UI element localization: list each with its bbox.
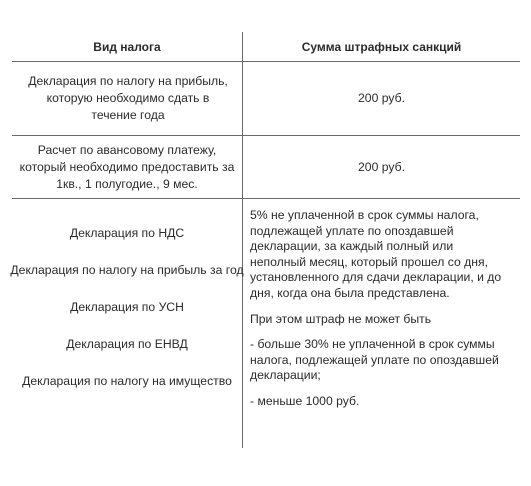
tax-type-vat: Декларация по НДС xyxy=(69,225,185,240)
penalty-paragraph-1: 5% не уплаченной в срок суммы налога, подлежащей уплате по опоздавшей декларации, за каждый полный или неполный месяц, который прошел со дня, установленного для сдачи декларации, и до дня, когда она была представлена. xyxy=(250,208,502,300)
penalty-paragraph-2: При этом штраф не может быть xyxy=(250,311,432,326)
penalty-paragraph-4: - меньше 1000 руб. xyxy=(250,393,360,408)
row-3-tax-types xyxy=(10,225,244,388)
tax-type-envd: Декларация по ЕНВД xyxy=(66,336,188,351)
header-tax-type: Вид налога xyxy=(93,40,161,54)
header-penalty: Сумма штрафных санкций xyxy=(301,40,462,54)
row-divider-2 xyxy=(12,198,520,199)
tax-type-usn: Декларация по УСН xyxy=(70,299,184,314)
row-3-penalty xyxy=(250,208,512,420)
row-2-penalty: 200 руб. xyxy=(358,159,405,174)
row-1-penalty: 200 руб. xyxy=(358,91,405,105)
row-1-tax-type: Декларация по налогу на прибыль, которую необходимо сдать в течение года xyxy=(28,74,228,122)
penalty-paragraph-3: - больше 30% не уплаченной в срок суммы налога, подлежащей уплате по опоздавшей декларации; xyxy=(250,337,499,383)
tax-type-property: Декларация по налогу на имущество xyxy=(22,373,232,388)
tax-type-profit-annual: Декларация по налогу на прибыль за год xyxy=(10,262,244,277)
row-2-tax-type: Расчет по авансовому платежу, который необходимо предоставить за 1кв., 1 полугодие., 9 мес. xyxy=(19,142,235,191)
